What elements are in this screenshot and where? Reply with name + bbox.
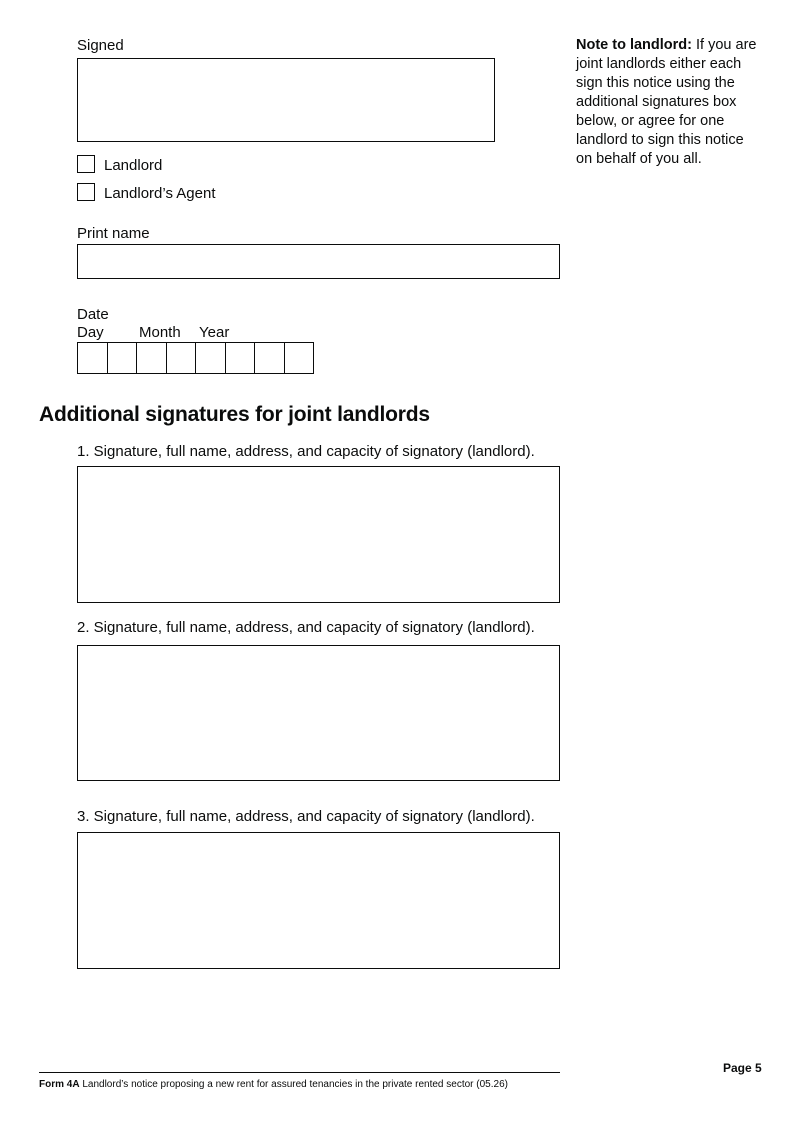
- signatory-3-box[interactable]: [77, 832, 560, 969]
- signature-box[interactable]: [77, 58, 495, 142]
- form-description: Landlord’s notice proposing a new rent for assured tenancies in the private rented sector (05.26): [82, 1079, 508, 1090]
- date-year-digit-2[interactable]: [225, 342, 256, 374]
- date-label: Date: [77, 306, 109, 323]
- date-year-digit-3[interactable]: [254, 342, 285, 374]
- page-number: Page 5: [723, 1061, 762, 1075]
- landlords-agent-checkbox-label: Landlord’s Agent: [104, 185, 216, 202]
- landlord-checkbox-label: Landlord: [104, 157, 163, 174]
- signatory-1-box[interactable]: [77, 466, 560, 603]
- date-year-digit-4[interactable]: [284, 342, 315, 374]
- footer-text: [39, 1079, 599, 1091]
- date-day-label: Day: [77, 324, 104, 341]
- footer-divider: [39, 1072, 560, 1073]
- signatory-2-label: 2. Signature, full name, address, and capacity of signatory (landlord).: [77, 619, 535, 636]
- signatory-2-box[interactable]: [77, 645, 560, 781]
- section-title: Additional signatures for joint landlords: [39, 403, 430, 426]
- signed-label: Signed: [77, 37, 124, 54]
- date-day-digit-1[interactable]: [77, 342, 108, 374]
- note-text: If you are joint landlords either each sign this notice using the additional signatures box below, or agree for one landlord to sign this notice on behalf of you all.: [576, 37, 757, 167]
- date-input-row: [77, 342, 313, 374]
- landlords-agent-checkbox[interactable]: [77, 183, 95, 201]
- signatory-1-label: 1. Signature, full name, address, and capacity of signatory (landlord).: [77, 443, 535, 460]
- print-name-field[interactable]: [77, 244, 560, 279]
- print-name-label: Print name: [77, 225, 150, 242]
- date-year-label: Year: [199, 324, 230, 341]
- landlord-checkbox[interactable]: [77, 155, 95, 173]
- date-month-label: Month: [139, 324, 181, 341]
- date-month-digit-1[interactable]: [136, 342, 167, 374]
- note-to-landlord: [576, 36, 758, 169]
- date-year-digit-1[interactable]: [195, 342, 226, 374]
- note-heading: Note to landlord:: [576, 37, 692, 53]
- signatory-3-label: 3. Signature, full name, address, and capacity of signatory (landlord).: [77, 808, 535, 825]
- date-day-digit-2[interactable]: [107, 342, 138, 374]
- form-id: Form 4A: [39, 1079, 80, 1090]
- date-month-digit-2[interactable]: [166, 342, 197, 374]
